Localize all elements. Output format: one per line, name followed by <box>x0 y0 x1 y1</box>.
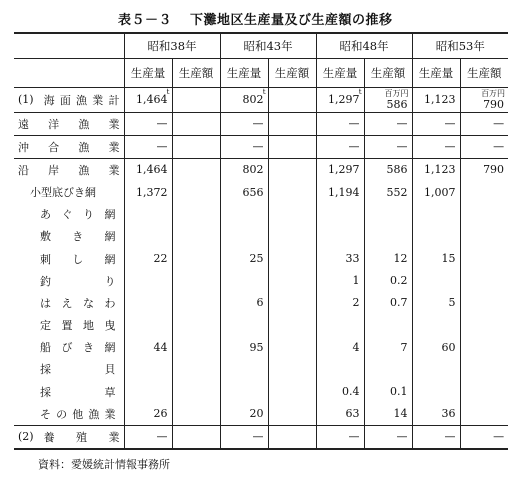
cell-value: — <box>396 430 408 444</box>
cell-value: — <box>348 430 360 444</box>
cell-value: 1,123 <box>424 163 456 177</box>
table-row <box>14 203 508 225</box>
cell-value: 25 <box>249 252 264 266</box>
quantity-cell <box>124 336 172 358</box>
cell-value: 1,297 <box>328 93 360 107</box>
cell-value: 1,464 <box>136 163 168 177</box>
val-header: 生産額 <box>172 59 220 88</box>
value-cell <box>364 225 412 247</box>
corner-cell <box>14 33 124 59</box>
value-cell <box>172 112 220 135</box>
cell-value: 0.7 <box>390 296 408 310</box>
table-number: 表５－３ <box>118 13 173 28</box>
row-label-text: そ の 他 漁 業 <box>40 407 116 421</box>
cell-value: 1 <box>352 274 360 288</box>
row-label-text: 遠 洋 漁 業 <box>18 117 120 131</box>
table-row <box>14 403 508 426</box>
quantity-cell <box>412 292 460 314</box>
row-label <box>14 336 124 358</box>
quantity-cell <box>124 248 172 270</box>
value-cell <box>268 292 316 314</box>
table-row <box>14 225 508 247</box>
quantity-cell <box>316 292 364 314</box>
quantity-cell <box>220 88 268 112</box>
value-cell <box>460 158 508 181</box>
cell-value: — <box>252 117 264 131</box>
cell-value: 1,194 <box>328 185 360 199</box>
quantity-cell <box>316 88 364 112</box>
cell-value: — <box>444 430 456 444</box>
value-cell <box>364 88 412 112</box>
cell-value: 2 <box>352 296 360 310</box>
quantity-cell <box>124 112 172 135</box>
quantity-cell <box>412 225 460 247</box>
cell-value: 36 <box>441 407 456 421</box>
quantity-cell <box>316 225 364 247</box>
cell-value: — <box>348 140 360 154</box>
row-label <box>14 225 124 247</box>
value-cell <box>364 292 412 314</box>
quantity-cell <box>220 112 268 135</box>
quantity-cell <box>316 181 364 203</box>
val-header: 生産額 <box>364 59 412 88</box>
row-label <box>14 292 124 314</box>
value-cell <box>460 181 508 203</box>
table-row <box>14 181 508 203</box>
quantity-cell <box>316 403 364 426</box>
quantity-cell <box>124 225 172 247</box>
value-cell <box>268 225 316 247</box>
value-cell <box>268 403 316 426</box>
cell-value: 60 <box>441 340 456 354</box>
row-label <box>14 314 124 336</box>
quantity-cell <box>412 336 460 358</box>
cell-value: — <box>493 117 505 131</box>
quantity-cell <box>124 270 172 292</box>
quantity-cell <box>412 158 460 181</box>
quantity-cell <box>124 203 172 225</box>
quantity-cell <box>412 203 460 225</box>
quantity-cell <box>412 314 460 336</box>
row-label-text: 沖 合 漁 業 <box>18 140 120 154</box>
row-label-text: 敷 き 網 <box>40 230 116 244</box>
cell-value: 44 <box>153 340 168 354</box>
unit-mark-ton: t <box>262 88 266 97</box>
cell-value: 790 <box>483 163 505 177</box>
value-cell <box>460 314 508 336</box>
quantity-cell <box>220 358 268 380</box>
quantity-cell <box>316 380 364 402</box>
value-cell <box>460 403 508 426</box>
table-row <box>14 314 508 336</box>
corner-cell <box>14 59 124 88</box>
row-label-text: 釣 り <box>40 274 116 288</box>
cell-value: 26 <box>153 407 168 421</box>
value-cell <box>172 358 220 380</box>
table-title <box>118 9 393 28</box>
quantity-cell <box>316 135 364 158</box>
value-cell <box>268 203 316 225</box>
value-cell <box>364 358 412 380</box>
value-cell <box>172 88 220 112</box>
quantity-cell <box>412 248 460 270</box>
quantity-cell <box>316 270 364 292</box>
cell-value: — <box>493 430 505 444</box>
quantity-cell <box>412 270 460 292</box>
quantity-cell <box>124 403 172 426</box>
qty-header: 生産量 <box>124 59 172 88</box>
value-cell <box>172 248 220 270</box>
row-label <box>14 248 124 270</box>
year-header: 昭和53年 <box>412 33 508 59</box>
quantity-cell <box>220 225 268 247</box>
row-label <box>14 181 124 203</box>
value-cell <box>172 158 220 181</box>
value-cell <box>268 112 316 135</box>
value-cell <box>268 158 316 181</box>
qty-header: 生産量 <box>220 59 268 88</box>
row-label <box>14 358 124 380</box>
cell-value: 4 <box>352 340 360 354</box>
table-row <box>14 358 508 380</box>
value-cell <box>364 403 412 426</box>
row-label-text: 刺 し 網 <box>40 252 116 266</box>
value-cell <box>460 270 508 292</box>
qty-header: 生産量 <box>316 59 364 88</box>
table-row <box>14 292 508 314</box>
quantity-cell <box>124 135 172 158</box>
row-label-text: 小型底びき網 <box>30 186 96 200</box>
quantity-cell <box>220 270 268 292</box>
quantity-cell <box>124 158 172 181</box>
quantity-cell <box>220 181 268 203</box>
quantity-cell <box>220 314 268 336</box>
val-header: 生産額 <box>460 59 508 88</box>
row-label-text: 海 面 漁 業 計 <box>43 93 120 107</box>
cell-value: 656 <box>242 185 264 199</box>
quantity-cell <box>412 88 460 112</box>
quantity-cell <box>220 248 268 270</box>
value-cell <box>172 292 220 314</box>
cell-value: 1,297 <box>328 163 360 177</box>
quantity-cell <box>124 314 172 336</box>
value-cell <box>268 248 316 270</box>
table-row <box>14 88 508 112</box>
val-header: 生産額 <box>268 59 316 88</box>
quantity-cell <box>124 292 172 314</box>
value-cell <box>172 135 220 158</box>
value-cell <box>268 358 316 380</box>
value-cell <box>460 135 508 158</box>
table-row <box>14 135 508 158</box>
value-cell <box>460 88 508 112</box>
quantity-cell <box>412 380 460 402</box>
value-cell <box>268 380 316 402</box>
value-cell <box>460 425 508 449</box>
value-cell <box>364 181 412 203</box>
row-label <box>14 203 124 225</box>
row-label-text: は え な わ <box>40 296 116 310</box>
value-cell <box>460 358 508 380</box>
quantity-cell <box>316 203 364 225</box>
value-cell <box>364 314 412 336</box>
value-cell <box>268 270 316 292</box>
quantity-cell <box>412 425 460 449</box>
cell-value: 22 <box>153 252 168 266</box>
row-label <box>14 158 124 181</box>
row-label-text: 採 貝 <box>40 363 116 377</box>
subheader-row <box>14 59 508 88</box>
quantity-cell <box>412 403 460 426</box>
value-cell <box>268 314 316 336</box>
value-cell <box>172 314 220 336</box>
cell-value: 552 <box>386 185 408 199</box>
row-label-prefix: (1) <box>18 93 34 107</box>
quantity-cell <box>124 358 172 380</box>
quantity-cell <box>412 135 460 158</box>
value-cell <box>172 380 220 402</box>
cell-value: 1,123 <box>424 93 456 107</box>
value-cell <box>364 135 412 158</box>
value-cell <box>172 181 220 203</box>
row-label <box>14 403 124 426</box>
cell-value: — <box>348 117 360 131</box>
row-label <box>14 380 124 402</box>
cell-value: 5 <box>448 296 456 310</box>
table-row <box>14 336 508 358</box>
quantity-cell <box>220 336 268 358</box>
value-cell <box>268 135 316 158</box>
row-label-text: 船 び き 網 <box>40 341 116 355</box>
cell-value: 1,007 <box>424 185 456 199</box>
table-row <box>14 248 508 270</box>
row-label <box>14 425 124 449</box>
cell-value: 20 <box>249 407 264 421</box>
quantity-cell <box>124 380 172 402</box>
cell-value: 0.1 <box>390 385 408 399</box>
year-header-row <box>14 33 508 59</box>
value-cell <box>460 292 508 314</box>
cell-value: 6 <box>256 296 264 310</box>
year-header: 昭和38年 <box>124 33 220 59</box>
year-header: 昭和48年 <box>316 33 412 59</box>
value-cell <box>172 425 220 449</box>
quantity-cell <box>412 112 460 135</box>
value-cell <box>268 336 316 358</box>
unit-mark-ton: t <box>166 88 170 97</box>
cell-value: 95 <box>249 340 264 354</box>
value-cell <box>460 112 508 135</box>
quantity-cell <box>316 336 364 358</box>
cell-value: — <box>252 140 264 154</box>
row-label-text: 定 置 地 曳 <box>40 319 116 333</box>
quantity-cell <box>316 425 364 449</box>
row-label-text: 採 草 <box>40 385 116 399</box>
value-cell <box>172 270 220 292</box>
cell-value: — <box>444 117 456 131</box>
unit-mark-million-yen: 百万円 <box>481 89 506 99</box>
cell-value: — <box>493 140 505 154</box>
cell-value: 63 <box>345 407 360 421</box>
unit-mark-ton: t <box>358 88 362 97</box>
table-row <box>14 158 508 181</box>
cell-value: 33 <box>345 252 360 266</box>
quantity-cell <box>220 403 268 426</box>
row-label <box>14 88 124 112</box>
cell-value: 586 <box>386 163 408 177</box>
value-cell <box>364 380 412 402</box>
cell-value: 790 <box>483 97 505 111</box>
cell-value: 1,372 <box>136 185 168 199</box>
production-table <box>14 32 508 450</box>
quantity-cell <box>412 181 460 203</box>
quantity-cell <box>220 135 268 158</box>
table-row <box>14 380 508 402</box>
cell-value: 7 <box>400 340 408 354</box>
quantity-cell <box>220 425 268 449</box>
value-cell <box>268 88 316 112</box>
value-cell <box>172 336 220 358</box>
table-title-text: 下灘地区生産量及び生産額の推移 <box>190 13 393 28</box>
cell-value: 1,464 <box>136 93 168 107</box>
cell-value: 0.4 <box>342 385 360 399</box>
unit-mark-million-yen: 百万円 <box>384 89 409 99</box>
value-cell <box>364 203 412 225</box>
table-row <box>14 112 508 135</box>
value-cell <box>172 403 220 426</box>
quantity-cell <box>316 248 364 270</box>
value-cell <box>172 225 220 247</box>
cell-value: — <box>156 140 168 154</box>
value-cell <box>460 203 508 225</box>
quantity-cell <box>220 292 268 314</box>
value-cell <box>268 181 316 203</box>
row-label-text: 沿 岸 漁 業 <box>18 163 120 177</box>
value-cell <box>460 380 508 402</box>
cell-value: — <box>252 430 264 444</box>
cell-value: 15 <box>441 252 456 266</box>
cell-value: — <box>156 117 168 131</box>
value-cell <box>460 248 508 270</box>
table-row <box>14 425 508 449</box>
cell-value: — <box>444 140 456 154</box>
value-cell <box>172 203 220 225</box>
row-label-prefix: (2) <box>18 430 34 444</box>
row-label <box>14 270 124 292</box>
row-label-text: あ ぐ り 網 <box>40 208 116 222</box>
quantity-cell <box>220 158 268 181</box>
cell-value: — <box>396 140 408 154</box>
quantity-cell <box>316 158 364 181</box>
cell-value: 586 <box>386 97 408 111</box>
value-cell <box>364 425 412 449</box>
cell-value: 12 <box>393 252 408 266</box>
quantity-cell <box>412 358 460 380</box>
cell-value: 0.2 <box>390 274 408 288</box>
value-cell <box>364 270 412 292</box>
value-cell <box>460 336 508 358</box>
value-cell <box>364 336 412 358</box>
value-cell <box>364 158 412 181</box>
quantity-cell <box>124 88 172 112</box>
cell-value: 802 <box>242 163 264 177</box>
source-note: 資料：愛媛統計情報事務所 <box>38 458 170 471</box>
quantity-cell <box>316 358 364 380</box>
qty-header: 生産量 <box>412 59 460 88</box>
cell-value: 14 <box>393 407 408 421</box>
cell-value: — <box>396 117 408 131</box>
quantity-cell <box>220 380 268 402</box>
year-header: 昭和43年 <box>220 33 316 59</box>
row-label-text: 養 殖 業 <box>43 430 120 444</box>
quantity-cell <box>316 314 364 336</box>
cell-value: 802 <box>242 93 264 107</box>
value-cell <box>460 225 508 247</box>
quantity-cell <box>124 181 172 203</box>
cell-value: — <box>156 430 168 444</box>
value-cell <box>364 112 412 135</box>
table-row <box>14 270 508 292</box>
value-cell <box>268 425 316 449</box>
quantity-cell <box>316 112 364 135</box>
value-cell <box>364 248 412 270</box>
quantity-cell <box>220 203 268 225</box>
quantity-cell <box>124 425 172 449</box>
row-label <box>14 135 124 158</box>
row-label <box>14 112 124 135</box>
